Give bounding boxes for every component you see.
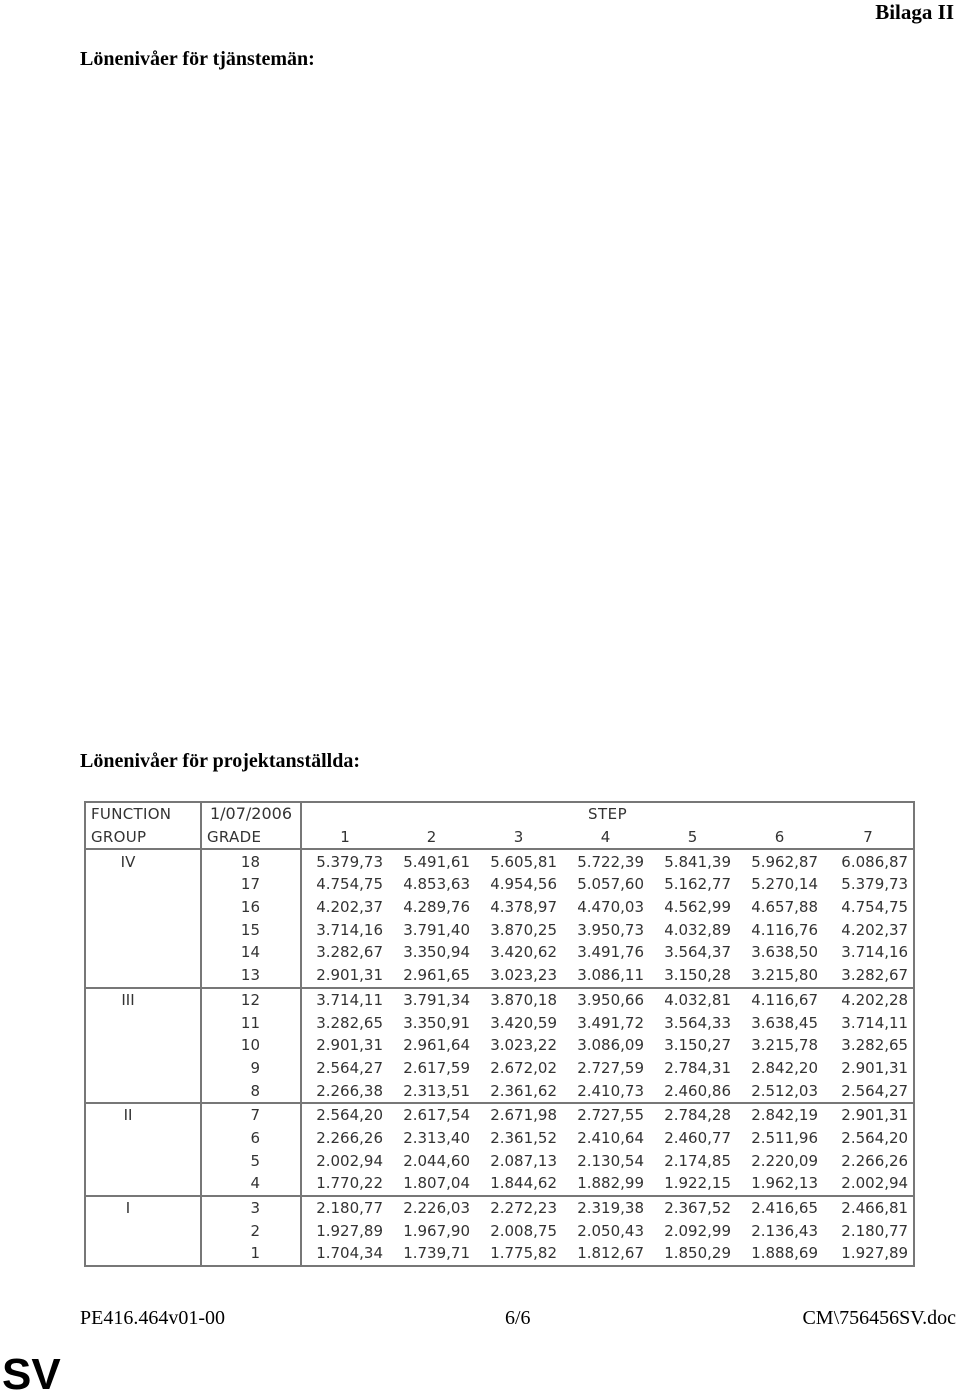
salary-value-cell: 3.564,33 [664, 1013, 731, 1032]
salary-value-cell: 5.379,73 [316, 852, 383, 871]
function-group-cell [85, 1011, 201, 1034]
salary-value-cell: 2.313,40 [403, 1128, 470, 1147]
salary-value-cell: 2.842,20 [751, 1058, 818, 1077]
salary-value-cell: 3.638,50 [751, 943, 818, 962]
table-row [85, 1196, 914, 1220]
salary-value-cell: 3.491,76 [577, 943, 644, 962]
header-row-1 [85, 802, 914, 826]
salary-value-cell: 2.087,13 [490, 1151, 557, 1170]
salary-value-cell: 2.226,03 [388, 1196, 475, 1220]
salary-value-cell: 2.901,31 [316, 966, 383, 985]
salary-value-cell: 5.962,87 [751, 852, 818, 871]
salary-value-cell: 2.460,77 [664, 1128, 731, 1147]
salary-table [84, 801, 915, 1267]
salary-value-cell: 3.350,94 [403, 943, 470, 962]
step-label: STEP [301, 802, 914, 826]
salary-value-cell: 3.491,72 [577, 1013, 644, 1032]
heading-project-staff: Lönenivåer för projektanställda: [80, 750, 361, 772]
salary-value-cell: 2.092,99 [664, 1221, 731, 1240]
grade-cell: 11 [201, 1011, 301, 1034]
step-number: 5 [649, 826, 736, 850]
salary-value-cell: 2.367,52 [649, 1196, 736, 1220]
grade-cell: 15 [201, 918, 301, 941]
salary-value-cell: 2.410,64 [577, 1128, 644, 1147]
function-group-cell [85, 1172, 201, 1196]
salary-value-cell: 3.282,67 [823, 964, 914, 988]
salary-value-cell: 1.844,62 [490, 1174, 557, 1193]
grade-cell: 5 [201, 1149, 301, 1172]
salary-value-cell: 2.180,77 [301, 1196, 388, 1220]
salary-value-cell: 1.967,90 [403, 1221, 470, 1240]
salary-value-cell: 4.657,88 [751, 898, 818, 917]
salary-value-cell: 2.901,31 [316, 1036, 383, 1055]
function-group-cell [85, 1242, 201, 1266]
table-row [85, 1127, 914, 1150]
salary-value-cell: 6.086,87 [823, 849, 914, 873]
salary-value-cell: 3.215,78 [751, 1036, 818, 1055]
salary-value-cell: 3.714,16 [316, 920, 383, 939]
grade-cell: 12 [201, 988, 301, 1012]
salary-value-cell: 4.202,37 [316, 898, 383, 917]
grade-cell: 1 [201, 1242, 301, 1266]
function-group-cell [85, 896, 201, 919]
salary-value-cell: 4.470,03 [577, 898, 644, 917]
table-row [85, 918, 914, 941]
salary-value-cell: 3.870,25 [490, 920, 557, 939]
salary-value-cell: 3.282,65 [316, 1013, 383, 1032]
salary-value-cell: 5.605,81 [490, 852, 557, 871]
salary-value-cell: 1.739,71 [388, 1242, 475, 1266]
salary-value-cell: 4.116,76 [751, 920, 818, 939]
salary-value-cell: 3.215,80 [751, 966, 818, 985]
grade-cell: 17 [201, 873, 301, 896]
step-number: 4 [562, 826, 649, 850]
function-group-cell [85, 1127, 201, 1150]
grade-cell: 8 [201, 1079, 301, 1103]
salary-value-cell: 2.410,73 [577, 1081, 644, 1100]
salary-value-cell: 1.775,82 [475, 1242, 562, 1266]
language-code: SV [2, 1350, 61, 1399]
salary-value-cell: 2.361,52 [490, 1128, 557, 1147]
salary-value-cell: 2.361,62 [490, 1081, 557, 1100]
salary-value-cell: 2.564,27 [823, 1079, 914, 1103]
salary-value-cell: 4.202,28 [823, 988, 914, 1012]
function-group-cell: II [85, 1103, 201, 1127]
salary-value-cell: 3.086,11 [577, 966, 644, 985]
header-row-2 [85, 826, 914, 850]
salary-value-cell: 4.754,75 [316, 875, 383, 894]
grade-cell: 9 [201, 1057, 301, 1080]
grade-cell: 7 [201, 1103, 301, 1127]
salary-value-cell: 2.266,26 [316, 1128, 383, 1147]
salary-value-cell: 2.901,31 [823, 1057, 914, 1080]
function-group-cell [85, 1034, 201, 1057]
salary-value-cell: 2.512,03 [751, 1081, 818, 1100]
table-row [85, 941, 914, 964]
footer-file-name: CM\756456SV.doc [802, 1307, 956, 1329]
salary-value-cell: 2.727,59 [577, 1058, 644, 1077]
salary-value-cell: 3.791,34 [388, 988, 475, 1012]
grade-cell: 10 [201, 1034, 301, 1057]
step-number: 6 [736, 826, 823, 850]
grade-cell: 6 [201, 1127, 301, 1150]
salary-value-cell: 3.714,16 [823, 941, 914, 964]
salary-table-body [85, 849, 914, 1265]
table-row [85, 1172, 914, 1196]
salary-value-cell: 2.002,94 [823, 1172, 914, 1196]
salary-value-cell: 3.086,09 [577, 1036, 644, 1055]
footer-doc-ref: PE416.464v01-00 [80, 1307, 225, 1329]
table-row [85, 849, 914, 873]
salary-value-cell: 4.954,56 [490, 875, 557, 894]
salary-table-container [84, 801, 913, 1265]
function-group-cell [85, 941, 201, 964]
salary-value-cell: 5.491,61 [403, 852, 470, 871]
salary-value-cell: 3.350,91 [403, 1013, 470, 1032]
step-number: 3 [475, 826, 562, 850]
table-row [85, 873, 914, 896]
salary-value-cell: 5.841,39 [664, 852, 731, 871]
salary-value-cell: 3.420,62 [490, 943, 557, 962]
salary-value-cell: 3.023,22 [490, 1036, 557, 1055]
salary-value-cell: 5.379,73 [823, 873, 914, 896]
salary-value-cell: 2.784,31 [664, 1058, 731, 1077]
salary-value-cell: 2.784,28 [649, 1103, 736, 1127]
salary-value-cell: 2.961,65 [403, 966, 470, 985]
salary-value-cell: 3.791,40 [403, 920, 470, 939]
salary-value-cell: 1.850,29 [649, 1242, 736, 1266]
grade-cell: 18 [201, 849, 301, 873]
salary-value-cell: 4.032,89 [664, 920, 731, 939]
function-group-cell [85, 964, 201, 988]
salary-value-cell: 3.420,59 [490, 1013, 557, 1032]
function-group-cell: IV [85, 849, 201, 873]
table-row [85, 1103, 914, 1127]
salary-value-cell: 2.136,43 [751, 1221, 818, 1240]
table-row [85, 1079, 914, 1103]
salary-value-cell: 2.617,59 [403, 1058, 470, 1077]
salary-value-cell: 3.714,11 [301, 988, 388, 1012]
table-row [85, 988, 914, 1012]
salary-value-cell: 3.150,28 [664, 966, 731, 985]
group-label: GROUP [85, 826, 201, 850]
salary-value-cell: 2.617,54 [388, 1103, 475, 1127]
step-number: 7 [823, 826, 914, 850]
salary-value-cell: 1.812,67 [562, 1242, 649, 1266]
salary-value-cell: 4.202,37 [823, 918, 914, 941]
table-row [85, 1057, 914, 1080]
function-group-cell [85, 873, 201, 896]
salary-value-cell: 5.162,77 [664, 875, 731, 894]
salary-value-cell: 2.008,75 [490, 1221, 557, 1240]
grade-cell: 2 [201, 1219, 301, 1242]
salary-value-cell: 2.180,77 [823, 1219, 914, 1242]
salary-value-cell: 1.927,89 [823, 1242, 914, 1266]
salary-value-cell: 3.023,23 [490, 966, 557, 985]
step-number: 2 [388, 826, 475, 850]
table-row [85, 1219, 914, 1242]
table-row [85, 1034, 914, 1057]
grade-label: GRADE [201, 826, 301, 850]
salary-value-cell: 2.564,20 [823, 1127, 914, 1150]
salary-value-cell: 1.962,13 [751, 1174, 818, 1193]
function-group-cell: I [85, 1196, 201, 1220]
salary-value-cell: 1.888,69 [736, 1242, 823, 1266]
salary-value-cell: 2.220,09 [751, 1151, 818, 1170]
salary-value-cell: 1.704,34 [301, 1242, 388, 1266]
function-label: FUNCTION [85, 802, 201, 826]
salary-value-cell: 3.564,37 [664, 943, 731, 962]
salary-value-cell: 1.922,15 [664, 1174, 731, 1193]
salary-value-cell: 4.562,99 [664, 898, 731, 917]
salary-value-cell: 2.460,86 [664, 1081, 731, 1100]
salary-value-cell: 2.044,60 [403, 1151, 470, 1170]
salary-value-cell: 2.319,38 [562, 1196, 649, 1220]
table-row [85, 896, 914, 919]
grade-cell: 4 [201, 1172, 301, 1196]
salary-value-cell: 5.722,39 [577, 852, 644, 871]
footer-page-number: 6/6 [505, 1307, 531, 1329]
salary-value-cell: 2.671,98 [475, 1103, 562, 1127]
function-group-cell [85, 1079, 201, 1103]
salary-value-cell: 2.130,54 [577, 1151, 644, 1170]
grade-cell: 13 [201, 964, 301, 988]
salary-value-cell: 1.807,04 [403, 1174, 470, 1193]
salary-value-cell: 4.116,67 [736, 988, 823, 1012]
salary-value-cell: 3.870,18 [475, 988, 562, 1012]
salary-value-cell: 3.282,65 [823, 1034, 914, 1057]
salary-value-cell: 3.150,27 [664, 1036, 731, 1055]
salary-value-cell: 2.002,94 [316, 1151, 383, 1170]
table-row [85, 964, 914, 988]
salary-value-cell: 4.853,63 [403, 875, 470, 894]
grade-cell: 14 [201, 941, 301, 964]
salary-value-cell: 3.714,11 [823, 1011, 914, 1034]
salary-value-cell: 1.770,22 [316, 1174, 383, 1193]
salary-value-cell: 2.511,96 [751, 1128, 818, 1147]
salary-value-cell: 2.313,51 [403, 1081, 470, 1100]
function-group-cell [85, 918, 201, 941]
function-group-cell [85, 1057, 201, 1080]
salary-value-cell: 4.032,81 [649, 988, 736, 1012]
salary-value-cell: 2.961,64 [403, 1036, 470, 1055]
annex-label: Bilaga II [875, 0, 954, 24]
function-group-cell: III [85, 988, 201, 1012]
salary-value-cell: 3.950,66 [562, 988, 649, 1012]
salary-value-cell: 2.266,26 [823, 1149, 914, 1172]
salary-value-cell: 4.754,75 [823, 896, 914, 919]
salary-value-cell: 2.727,55 [562, 1103, 649, 1127]
step-number: 1 [301, 826, 388, 850]
salary-value-cell: 4.289,76 [403, 898, 470, 917]
salary-value-cell: 2.174,85 [664, 1151, 731, 1170]
table-row [85, 1011, 914, 1034]
grade-cell: 3 [201, 1196, 301, 1220]
function-group-cell [85, 1149, 201, 1172]
salary-value-cell: 3.282,67 [316, 943, 383, 962]
salary-value-cell: 1.882,99 [577, 1174, 644, 1193]
salary-value-cell: 2.842,19 [736, 1103, 823, 1127]
salary-value-cell: 2.266,38 [316, 1081, 383, 1100]
salary-value-cell: 2.466,81 [823, 1196, 914, 1220]
salary-value-cell: 5.057,60 [577, 875, 644, 894]
salary-value-cell: 3.950,73 [577, 920, 644, 939]
salary-value-cell: 5.270,14 [751, 875, 818, 894]
table-row [85, 1149, 914, 1172]
salary-value-cell: 2.564,27 [316, 1058, 383, 1077]
grade-cell: 16 [201, 896, 301, 919]
date-label: 1/07/2006 [201, 802, 301, 826]
salary-value-cell: 2.272,23 [475, 1196, 562, 1220]
salary-value-cell: 2.672,02 [490, 1058, 557, 1077]
salary-value-cell: 1.927,89 [316, 1221, 383, 1240]
salary-value-cell: 3.638,45 [751, 1013, 818, 1032]
heading-officials: Lönenivåer för tjänstemän: [80, 48, 315, 70]
salary-value-cell: 2.050,43 [577, 1221, 644, 1240]
salary-value-cell: 4.378,97 [490, 898, 557, 917]
salary-value-cell: 2.416,65 [736, 1196, 823, 1220]
salary-value-cell: 2.901,31 [823, 1103, 914, 1127]
salary-value-cell: 2.564,20 [301, 1103, 388, 1127]
function-group-cell [85, 1219, 201, 1242]
table-row [85, 1242, 914, 1266]
